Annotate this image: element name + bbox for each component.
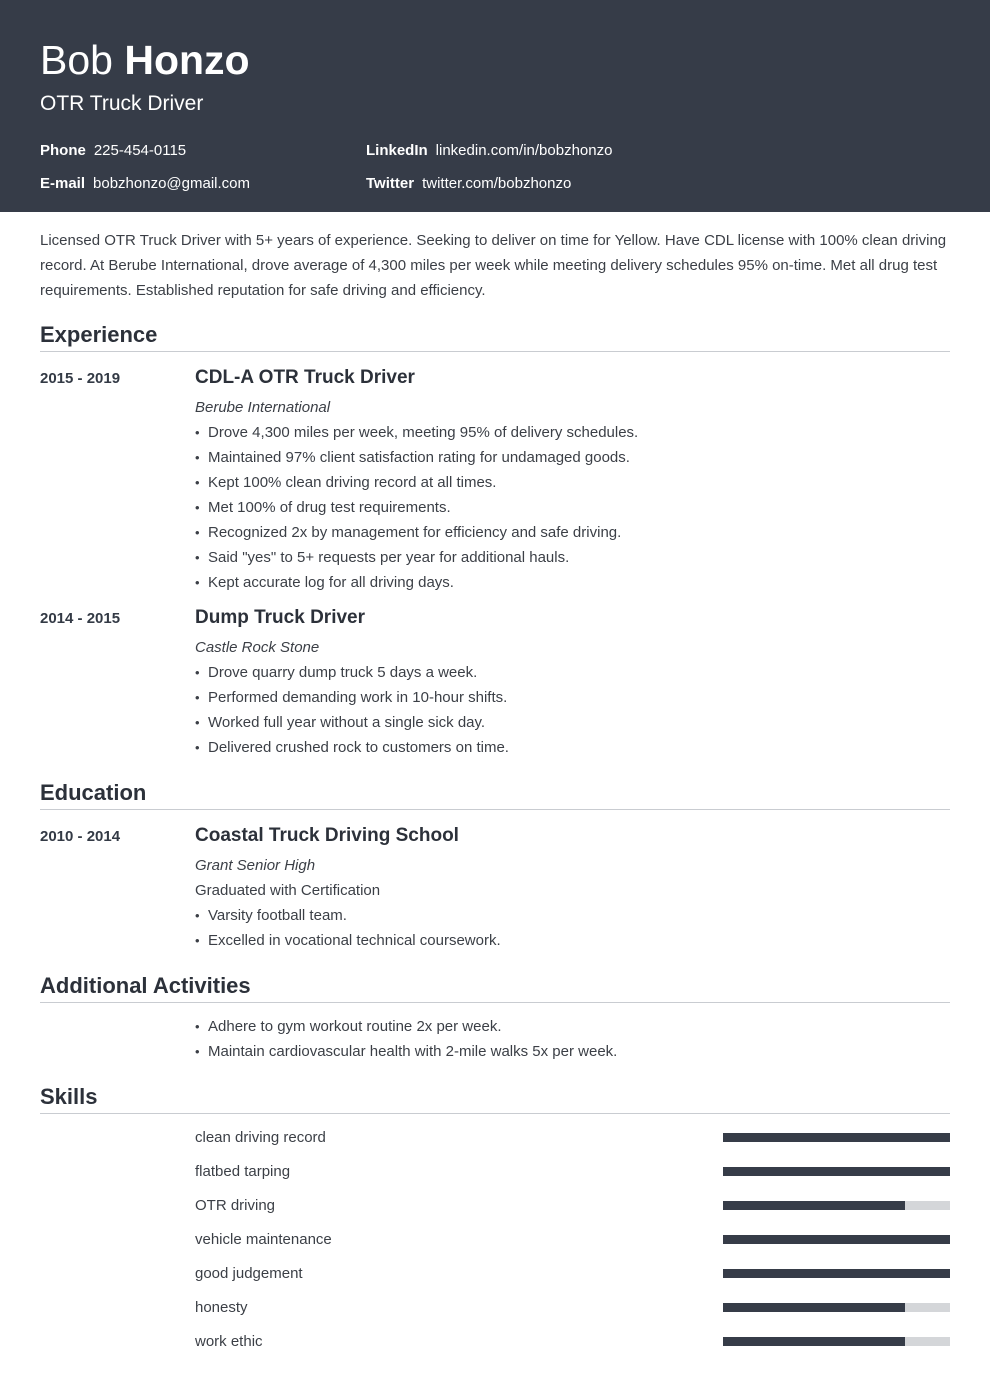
skill-level-fill xyxy=(723,1167,950,1176)
resume-header xyxy=(0,0,990,212)
last-name: Honzo xyxy=(124,37,250,83)
list-item: • Recognized 2x by management for efficiency and safe driving. xyxy=(195,520,638,545)
list-item: • Delivered crushed rock to customers on time. xyxy=(195,735,509,760)
contact-label: E-mail xyxy=(40,175,86,192)
list-item: • Drove 4,300 miles per week, meeting 95% of delivery schedules. xyxy=(195,420,638,445)
skill-name: flatbed tarping xyxy=(195,1163,291,1180)
education-dates: 2010 - 2014 xyxy=(40,828,121,845)
skill-row xyxy=(195,1124,950,1158)
skill-level-bar xyxy=(723,1235,950,1244)
skills-list xyxy=(195,1124,950,1362)
contact-linkedin xyxy=(366,141,612,161)
contact-value: linkedin.com/in/bobzhonzo xyxy=(435,142,613,159)
skill-level-fill xyxy=(723,1337,905,1346)
contact-label: Phone xyxy=(40,142,86,159)
contact-value: bobzhonzo@gmail.com xyxy=(93,175,250,192)
contact-email xyxy=(40,174,250,194)
school-subtitle: Grant Senior High xyxy=(195,857,316,874)
skill-name: clean driving record xyxy=(195,1129,326,1146)
skill-level-bar xyxy=(723,1303,950,1312)
skill-name: honesty xyxy=(195,1299,248,1316)
summary-paragraph: Licensed OTR Truck Driver with 5+ years of experience. Seeking to deliver on time for Yellow. Have CDL license with 100% clean driving record. At Berube International, drove average of 4,300 miles per week while meeting delivery schedules 95% on-time. Met all drug test requirements. Established reputation for safe driving and efficiency. xyxy=(40,232,947,299)
list-item: • Performed demanding work in 10-hour shifts. xyxy=(195,685,509,710)
school-name: Coastal Truck Driving School xyxy=(195,825,459,846)
skill-level-bar xyxy=(723,1167,950,1176)
education-note: Graduated with Certification xyxy=(195,882,381,899)
skill-level-fill xyxy=(723,1269,950,1278)
contact-twitter xyxy=(366,174,571,194)
skill-row xyxy=(195,1192,950,1226)
experience-heading: Experience xyxy=(40,321,950,352)
skills-heading: Skills xyxy=(40,1083,950,1114)
candidate-name xyxy=(40,36,250,84)
job-role: OTR Truck Driver xyxy=(40,92,204,115)
job-title: CDL-A OTR Truck Driver xyxy=(195,367,415,388)
list-item: • Worked full year without a single sick day. xyxy=(195,710,509,735)
education-heading: Education xyxy=(40,779,950,810)
contact-label: Twitter xyxy=(366,175,415,192)
skill-name: work ethic xyxy=(195,1333,263,1350)
job-dates: 2014 - 2015 xyxy=(40,610,121,627)
contact-value: twitter.com/bobzhonzo xyxy=(422,175,572,192)
list-item: • Said "yes" to 5+ requests per year for additional hauls. xyxy=(195,545,638,570)
skill-name: vehicle maintenance xyxy=(195,1231,332,1248)
skill-row xyxy=(195,1226,950,1260)
activities-heading: Additional Activities xyxy=(40,972,950,1003)
skill-level-bar xyxy=(723,1269,950,1278)
job-dates: 2015 - 2019 xyxy=(40,370,121,387)
skill-row xyxy=(195,1260,950,1294)
list-item: • Maintained 97% client satisfaction rating for undamaged goods. xyxy=(195,445,638,470)
list-item: • Adhere to gym workout routine 2x per week. xyxy=(195,1014,617,1039)
list-item: • Drove quarry dump truck 5 days a week. xyxy=(195,660,509,685)
skill-level-bar xyxy=(723,1201,950,1210)
skill-level-bar xyxy=(723,1337,950,1346)
first-name: Bob xyxy=(40,37,113,83)
list-item: • Varsity football team. xyxy=(195,903,501,928)
job-bullets xyxy=(195,660,509,760)
company-name: Berube International xyxy=(195,399,331,416)
company-name: Castle Rock Stone xyxy=(195,639,320,656)
skill-name: good judgement xyxy=(195,1265,303,1282)
contact-phone xyxy=(40,141,186,161)
skill-level-fill xyxy=(723,1303,905,1312)
skill-level-fill xyxy=(723,1133,950,1142)
education-bullets xyxy=(195,903,501,953)
skill-row xyxy=(195,1158,950,1192)
list-item: • Met 100% of drug test requirements. xyxy=(195,495,638,520)
job-bullets xyxy=(195,420,638,595)
skill-row xyxy=(195,1294,950,1328)
list-item: • Excelled in vocational technical coursework. xyxy=(195,928,501,953)
skill-level-fill xyxy=(723,1235,950,1244)
skill-level-fill xyxy=(723,1201,905,1210)
list-item: • Maintain cardiovascular health with 2-mile walks 5x per week. xyxy=(195,1039,617,1064)
contact-value: 225-454-0115 xyxy=(93,142,187,159)
activities-bullets xyxy=(195,1014,617,1064)
skill-name: OTR driving xyxy=(195,1197,276,1214)
skill-row xyxy=(195,1328,950,1362)
list-item: • Kept accurate log for all driving days. xyxy=(195,570,638,595)
skill-level-bar xyxy=(723,1133,950,1142)
contact-label: LinkedIn xyxy=(366,142,428,159)
job-title: Dump Truck Driver xyxy=(195,607,365,628)
list-item: • Kept 100% clean driving record at all times. xyxy=(195,470,638,495)
